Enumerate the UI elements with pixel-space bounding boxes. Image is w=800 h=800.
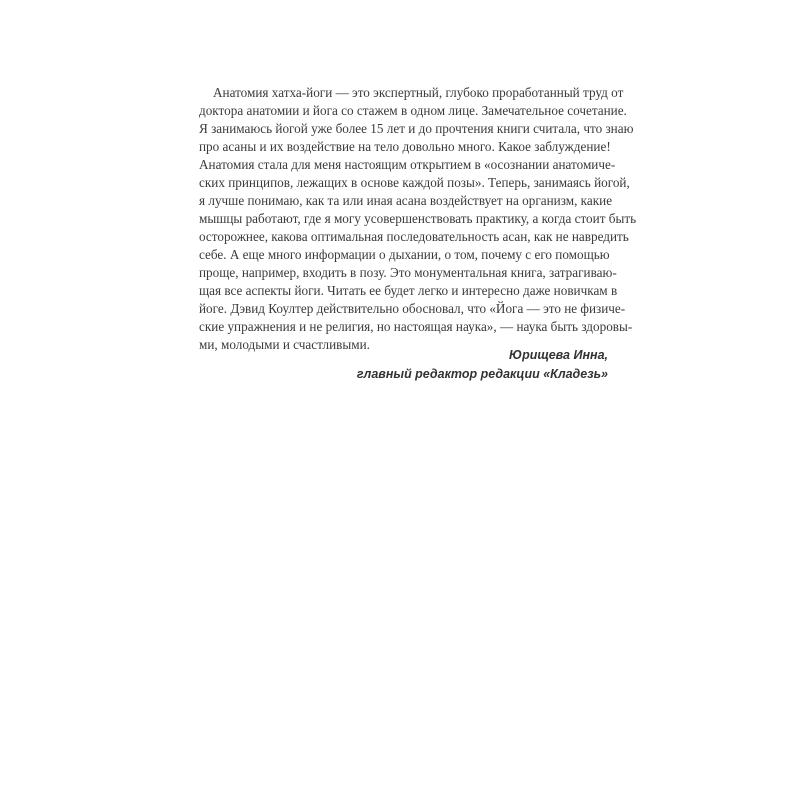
paragraph-line: ми, молодыми и счастливыми. <box>199 337 370 352</box>
review-paragraph <box>199 84 637 354</box>
paragraph-line: Я занимаюсь йогой уже более 15 лет и до прочтения книги считала, что знаю <box>199 121 634 136</box>
paragraph-line: мышцы работают, где я могу усовершенствовать практику, а когда стоит быть <box>199 211 637 226</box>
paragraph-line: йоге. Дэвид Коултер действительно обосновал, что «Йога — это не физиче- <box>199 301 626 316</box>
paragraph-line: ских принципов, лежащих в основе каждой позы». Теперь, занимаясь йогой, <box>199 175 630 190</box>
paragraph-line: Анатомия стала для меня настоящим открытием в «осознании анатомиче- <box>199 157 616 172</box>
paragraph-line: щая все аспекты йоги. Читать ее будет легко и интересно даже новичкам в <box>199 283 618 298</box>
signature-block <box>357 346 608 384</box>
paragraph-line: Анатомия хатха-йоги — это экспертный, глубоко проработанный труд от <box>213 85 624 100</box>
paragraph-line: ские упражнения и не религия, но настоящая наука», — наука быть здоровы- <box>199 319 633 334</box>
paragraph-line: доктора анатомии и йога со стажем в одном лице. Замечательное сочетание. <box>199 103 627 118</box>
paragraph-line: проще, например, входить в позу. Это монументальная книга, затрагиваю- <box>199 265 617 280</box>
paragraph-line: я лучше понимаю, как та или иная асана воздействует на организм, какие <box>199 193 613 208</box>
signature-title: главный редактор редакции «Кладезь» <box>356 367 608 381</box>
paragraph-line: про асаны и их воздействие на тело довольно много. Какое заблуждение! <box>199 139 611 154</box>
signature-name: Юрищева Инна, <box>509 348 608 362</box>
paragraph-line: осторожнее, какова оптимальная последовательность асан, как не навредить <box>199 229 629 244</box>
paragraph-line: себе. А еще много информации о дыхании, о том, почему с его помощью <box>199 247 610 262</box>
